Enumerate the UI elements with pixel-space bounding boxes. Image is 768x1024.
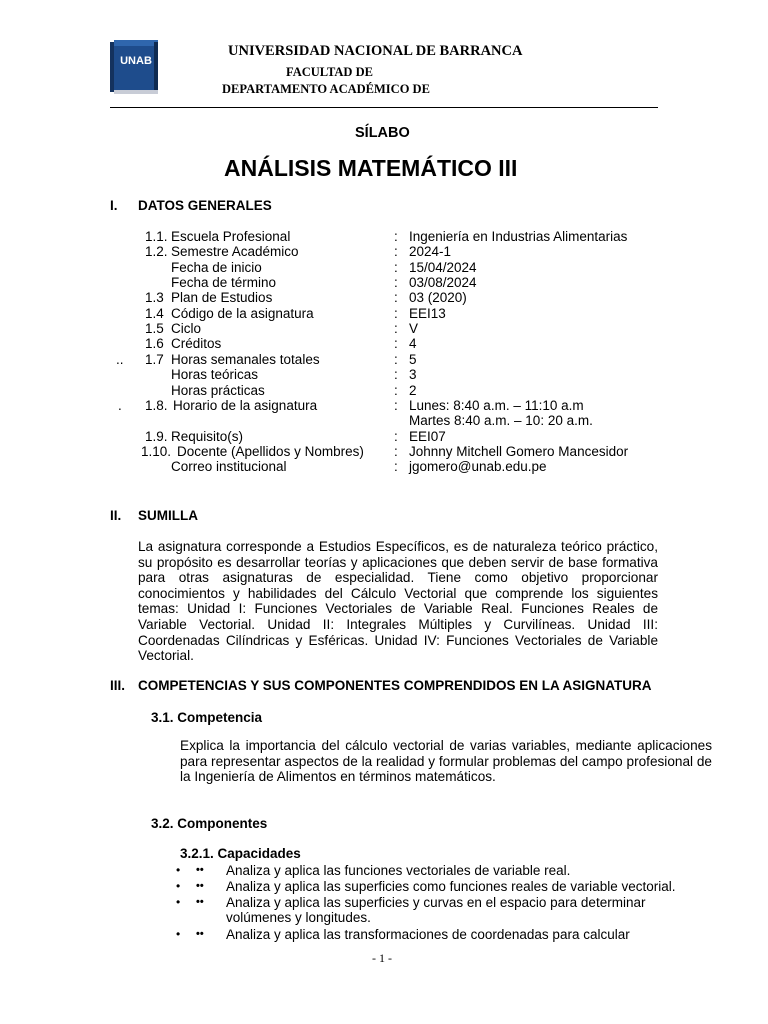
row-leader: ..	[116, 351, 124, 367]
row-number: 1.5	[145, 321, 164, 337]
university-name: UNIVERSIDAD NACIONAL DE BARRANCA	[228, 43, 523, 59]
row-leader: .	[118, 397, 122, 413]
section-2-title: SUMILLA	[138, 508, 198, 523]
row-separator: :	[394, 428, 398, 444]
university-logo	[110, 40, 160, 94]
row-label: Código de la asignatura	[171, 305, 314, 321]
row-label: Requisito(s)	[171, 428, 244, 444]
bullet-symbol: ••	[196, 896, 204, 908]
row-label: Horas teóricas	[171, 367, 259, 383]
row-label: Horas prácticas	[171, 382, 265, 398]
section-2-number: II.	[110, 508, 122, 523]
row-label: Plan de Estudios	[171, 290, 273, 306]
componentes-heading: 3.2. Componentes	[151, 816, 268, 831]
row-separator: :	[394, 397, 398, 413]
row-value: V	[409, 321, 419, 337]
bullet-symbol: ••	[196, 928, 204, 940]
bullet-symbol: ••	[196, 880, 204, 892]
bullet-icon: •	[176, 879, 181, 893]
section-3-number: III.	[110, 678, 126, 693]
section-3-title: COMPETENCIAS Y SUS COMPONENTES COMPRENDIDOS EN LA ASIGNATURA	[138, 678, 652, 693]
row-number: 1.1.	[145, 229, 168, 244]
document-label: SÍLABO	[355, 125, 410, 141]
row-number: 1.9.	[145, 428, 168, 444]
capacidad-text: Analiza y aplica las funciones vectoriales de variable real.	[226, 863, 571, 878]
row-separator: :	[394, 321, 398, 337]
row-value: 15/04/2024	[409, 259, 477, 275]
competencia-heading: 3.1. Competencia	[151, 710, 263, 725]
bullet-symbol: ••	[196, 864, 204, 876]
bullet-icon: •	[176, 863, 181, 877]
section-1-number: I.	[110, 198, 118, 213]
department-name: DEPARTAMENTO ACADÉMICO DE	[222, 82, 430, 96]
row-separator: :	[394, 459, 398, 475]
capacidad-text: Analiza y aplica las superficies y curvas en el espacio para determinar	[226, 895, 646, 910]
row-number: 1.3	[145, 290, 164, 306]
section-1-title: DATOS GENERALES	[138, 198, 272, 213]
row-number: 1.10.	[141, 443, 172, 459]
row-separator: :	[394, 244, 398, 260]
row-separator: :	[394, 443, 398, 459]
capacidad-text: Analiza y aplica las superficies como funciones reales de variable vectorial.	[226, 879, 676, 894]
row-label: Escuela Profesional	[171, 229, 291, 244]
bullet-icon: •	[176, 895, 181, 909]
row-value: jgomero@unab.edu.pe	[409, 459, 547, 475]
row-value: Johnny Mitchell Gomero Mancesidor	[409, 443, 629, 459]
row-value: 4	[409, 336, 417, 352]
row-separator: :	[394, 290, 398, 306]
row-number: 1.2.	[145, 244, 168, 260]
row-value: Lunes: 8:40 a.m. – 11:10 a.m	[409, 397, 584, 413]
row-label: Correo institucional	[171, 459, 287, 475]
row-label: Fecha de inicio	[171, 259, 262, 275]
course-title: ANÁLISIS MATEMÁTICO III	[224, 155, 518, 181]
row-label: Créditos	[171, 336, 222, 352]
row-separator: :	[394, 367, 398, 383]
row-value: 2	[409, 382, 417, 398]
capacidad-text-continued: volúmenes y longitudes.	[226, 910, 371, 925]
row-value: Martes 8:40 a.m. – 10: 20 a.m.	[409, 413, 593, 429]
row-number: 1.6	[145, 336, 164, 352]
row-number: 1.8.	[145, 397, 168, 413]
row-value: 03/08/2024	[409, 275, 477, 291]
row-value: 3	[409, 367, 417, 383]
capacidades-heading: 3.2.1. Capacidades	[180, 846, 301, 861]
capacidad-text: Analiza y aplica las transformaciones de coordenadas para calcular	[226, 927, 630, 942]
row-separator: :	[394, 229, 398, 244]
row-number: 1.4	[145, 305, 164, 321]
row-label: Semestre Académico	[171, 244, 299, 260]
bullet-icon: •	[176, 927, 181, 941]
competencia-paragraph: Explica la importancia del cálculo vectorial de varias variables, mediante aplicaciones para representar aspectos de la realidad y formular problemas del campo profesional de la Ingeniería de Alimentos en términos matemáticos.	[180, 738, 712, 785]
row-separator: :	[394, 336, 398, 352]
row-value: EEI13	[409, 305, 446, 321]
row-label: Docente (Apellidos y Nombres)	[177, 443, 364, 459]
row-label: Ciclo	[171, 321, 202, 337]
row-value: Ingeniería en Industrias Alimentarias	[409, 229, 628, 244]
page-number: - 1 -	[372, 951, 392, 965]
sumilla-paragraph: La asignatura corresponde a Estudios Específicos, es de naturaleza teórico práctico, su propósito es desarrollar teorías y aplicaciones que deben servir de base formativa para otras asignaturas de especialidad. Tiene como objetivo proporcionar conocimientos y habilidades del Cálculo Vectorial que comprende los siguientes temas: Unidad I: Funciones Vectoriales de Variable Real. Funciones Reales de Variable Vectorial. Unidad II: Integrales Múltiples y Curvilíneas. Unidad III: Coordenadas Cilíndricas y Esféricas. Unidad IV: Funciones Vectoriales de Variable Vectorial.	[138, 539, 658, 664]
row-value: 2024-1	[409, 244, 452, 260]
row-separator: :	[394, 351, 398, 367]
row-separator: :	[394, 305, 398, 321]
row-label: Horario de la asignatura	[173, 397, 318, 413]
row-value: EEI07	[409, 428, 446, 444]
logo-text: UNAB	[120, 55, 152, 67]
row-value: 5	[409, 351, 417, 367]
row-separator: :	[394, 259, 398, 275]
row-value: 03 (2020)	[409, 290, 467, 306]
row-separator: :	[394, 382, 398, 398]
row-number: 1.7	[145, 351, 164, 367]
header-divider	[110, 107, 658, 108]
faculty-name: FACULTAD DE	[286, 65, 373, 79]
row-separator: :	[394, 275, 398, 291]
row-label: Fecha de término	[171, 275, 277, 291]
row-label: Horas semanales totales	[171, 351, 320, 367]
